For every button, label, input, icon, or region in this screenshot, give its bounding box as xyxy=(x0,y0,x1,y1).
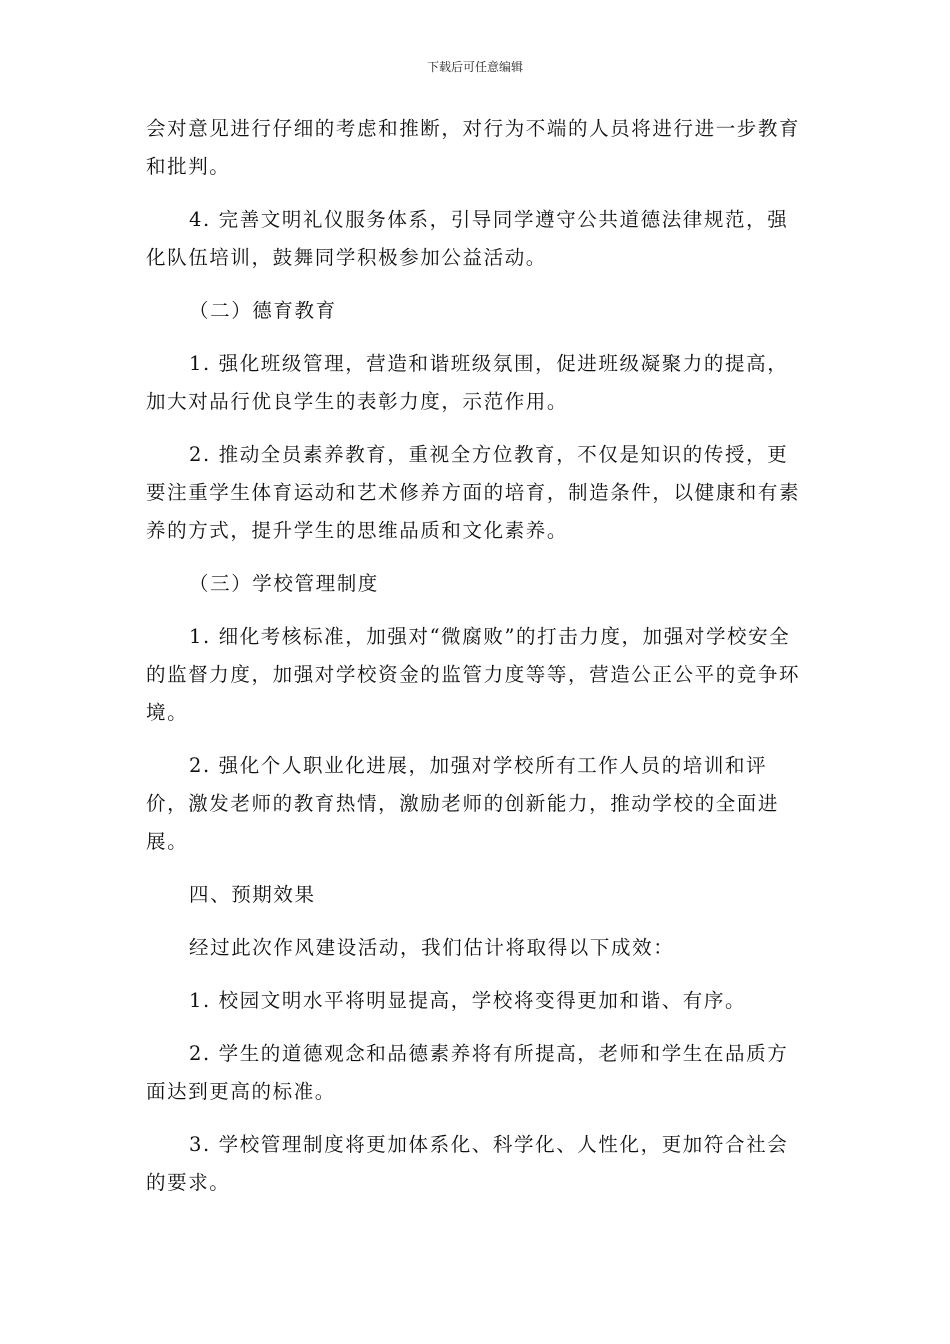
list-item-3-management-system: 3. 学校管理制度将更加体系化、科学化、人性化，更加符合社会的要求。 xyxy=(146,1133,789,1194)
section-heading-school-management: （三）学校管理制度 xyxy=(189,572,379,595)
list-item-1-campus-civility: 1. 校园文明水平将明显提高，学校将变得更加和谐、有序。 xyxy=(189,989,747,1012)
paragraph-expected-intro: 经过此次作风建设活动，我们估计将取得以下成效： xyxy=(189,936,675,959)
list-item-2-quality-education: 2. 推动全员素养教育，重视全方位教育，不仅是知识的传授，更要注重学生体育运动和艺术修养方面的培育，制造条件，以健康和有素养的方式，提升学生的思维品质和文化素养。 xyxy=(146,443,801,542)
list-item-2-moral-quality: 2. 学生的道德观念和品德素养将有所提高，老师和学生在品质方面达到更高的标准。 xyxy=(146,1042,789,1103)
page-header-note: 下载后可任意编辑 xyxy=(426,60,523,74)
paragraph-continuation: 会对意见进行仔细的考虑和推断，对行为不端的人员将进行进一步教育和批判。 xyxy=(146,117,801,178)
list-item-2-professional-development: 2. 强化个人职业化进展，加强对学校所有工作人员的培训和评价，激发老师的教育热情，激励老师的创新能力，推动学校的全面进展。 xyxy=(146,754,780,853)
section-heading-expected-results: 四、预期效果 xyxy=(189,883,316,906)
list-item-4-etiquette: 4. 完善文明礼仪服务体系，引导同学遵守公共道德法律规范，强化队伍培训，鼓舞同学积极参加公益活动。 xyxy=(146,208,789,269)
document-body xyxy=(146,110,806,1217)
section-heading-moral-education: （二）德育教育 xyxy=(189,299,337,322)
list-item-1-class-management: 1. 强化班级管理，营造和谐班级氛围，促进班级凝聚力的提高，加大对品行优良学生的表彰力度，示范作用。 xyxy=(146,352,789,413)
list-item-1-assessment: 1. 细化考核标准，加强对“微腐败”的打击力度，加强对学校安全的监督力度，加强对学校资金的监管力度等等，营造公正公平的竞争环境。 xyxy=(146,625,801,724)
